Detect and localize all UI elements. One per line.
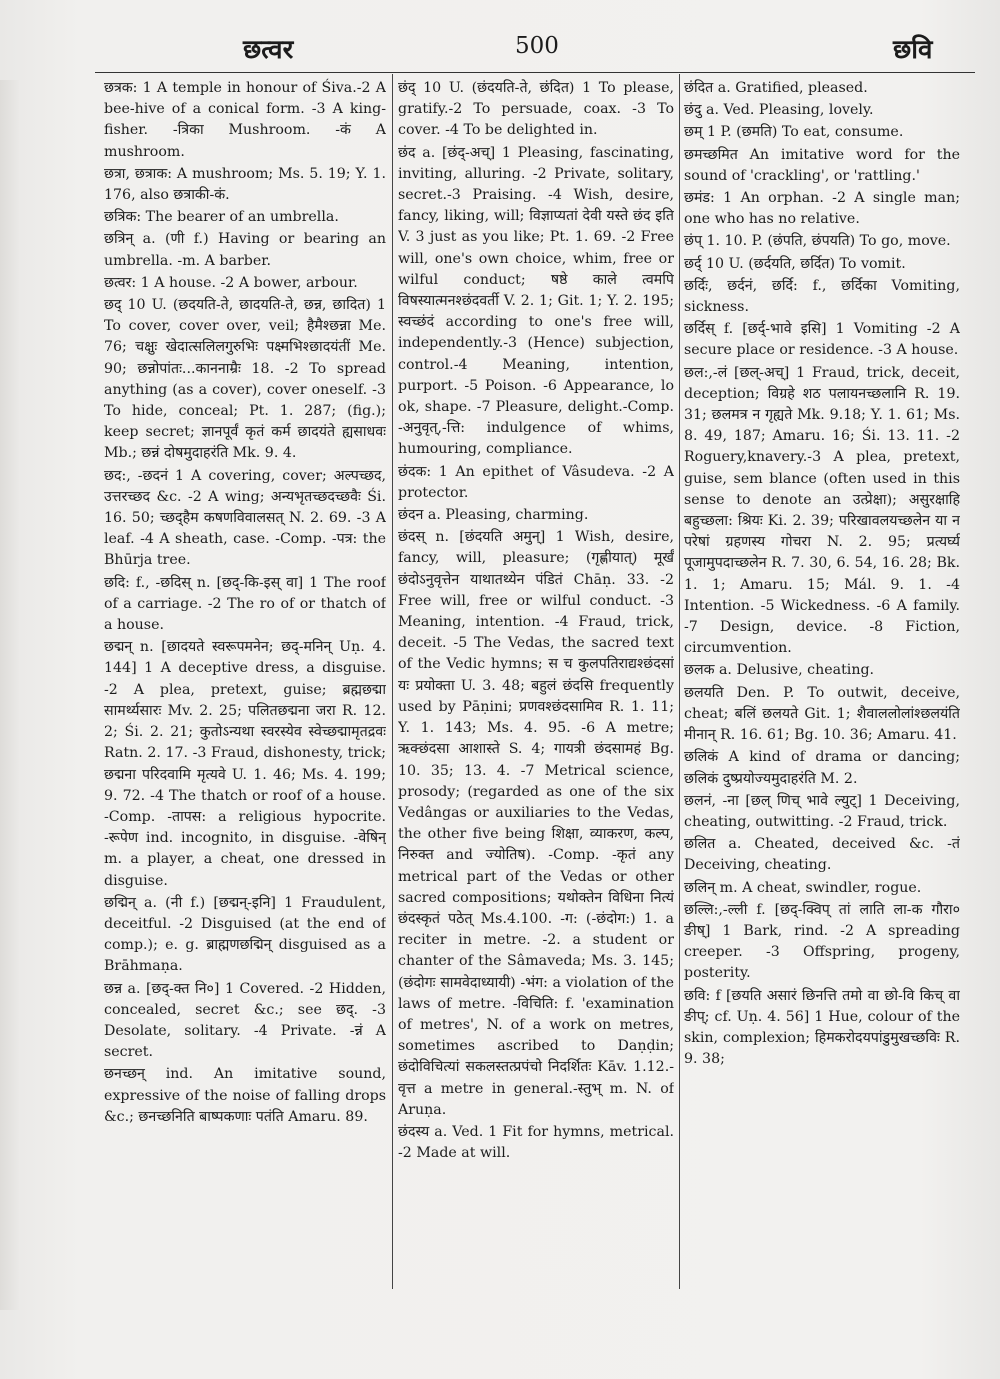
dictionary-entry: छर्दिः, छर्दनं, छर्दि: f., छर्दिका Vomiting, sickness.	[684, 277, 960, 316]
page-number: 500	[515, 33, 559, 59]
column-2	[398, 78, 674, 1278]
dictionary-entry: छत्रिक: The bearer of an umbrella.	[104, 209, 339, 226]
dictionary-entry: छत्रक: 1 A temple in honour of Śiva.-2 A bee-hive of a conical form. -3 A king-fisher. -त्रिका Mushroom. -कं A mushroom.	[104, 80, 386, 160]
dictionary-entry: छंद् 10 U. (छंदयति-ते, छंदित) 1 To please, gratify.-2 To persuade, coax. -3 To cover. -4 To be delighted in.	[398, 80, 674, 139]
dictionary-entry: छर्द् 10 U. (छर्दयति, छर्दित) To vomit.	[684, 255, 906, 272]
dictionary-entry: छलनं, -ना [छल् णिच् भावे ल्युट्] 1 Deceiving, cheating, outwitting. -2 Fraud, trick.	[684, 792, 960, 830]
column-divider	[392, 74, 393, 1289]
dictionary-entry: छंदस् n. [छंदयति अमुन्] 1 Wish, desire, fancy, will, pleasure; (गृह्णीयात्) मूर्खं छंदोऽनुवृत्तेन याथातथ्येन पंडितं Chāṇ. 33. -2 Free will, free or wilful conduct. -3 Meaning, intention. -4 Fraud, trick, deceit. -5 The Vedas, the sacred text of the Vedic hymns; स च कुलपतिराद्यश्छंदसां यः प्रयोक्ता U. 3. 48; बहुलं छंदसि frequently used by Pāṇini; प्रणवश्छंदसामिव R. 1. 11; Y. 1. 143; Ms. 4. 95. -6 A metre; ऋक्छंदसा आशास्ते S. 4; गायत्री छंदसामहं Bg. 10. 35; 13. 4. -7 Metrical science, prosody; (regarded as one of the six Vedângas or auxiliaries to the Vedas, the other five being शिक्षा, व्याकरण, कल्प, निरुक्त and ज्योतिष). -Comp. -कृतं any metrical part of the Vedas or other sacred compositions; यथोक्तेन विधिना नित्यं छंदस्कृतं पठेत् Ms.4.100. -ग: (-छंदोग:) 1. a reciter in metre. -2. a student or chanter of the Sâmaveda; Ms. 3. 145; (छंदोगः सामवेदाध्यायी) -भंग: a violation of the laws of metre. -विचिति: f. 'examination of metres', N. of a work on metres, sometimes ascribed to Daṇḍin; छंदोविचित्यां सकलस्तत्प्रपंचो निदर्शितः Kāv. 1.12.-वृत्त a metre in general.-स्तुभ् m. N. of Aruṇa.	[398, 529, 674, 1118]
dictionary-entry: छनच्छन् ind. An imitative sound, expressive of the noise of falling drops &c.; छनच्छनिति बाष्पकणाः पतंति Amaru. 89.	[104, 1066, 386, 1125]
dictionary-entry: छलिकं A kind of drama or dancing; छलिकं दुष्प्रयोज्यमुदाहरंति M. 2.	[684, 749, 960, 787]
dictionary-entry: छदि: f., -छदिस् n. [छद्-कि-इस् वा] 1 The roof of a carriage. -2 The ro of or thatch of a house.	[104, 574, 386, 634]
dictionary-entry: छवि: f [छयति असारं छिनत्ति तमो वा छो-वि किच् वा ङीप्; cf. Uṇ. 4. 56] 1 Hue, colour of the skin, complexion; हिमकरोदयपांडुमुखच्छविः R. 9. 38;	[684, 987, 960, 1068]
dictionary-entry: छद्मिन् a. (नी f.) [छद्मन्-इनि] 1 Fraudulent, deceitful. -2 Disguised (at the end of comp.); e. g. ब्राह्मणछद्मिन् disguised as a Brāhmaṇa.	[104, 894, 386, 975]
dictionary-entry: छंदक: 1 An epithet of Vâsudeva. -2 A protector.	[398, 463, 674, 501]
dictionary-entry: छमंड: 1 An orphan. -2 A single man; one who has no relative.	[684, 190, 960, 228]
header-rule	[95, 72, 975, 73]
dictionary-entry: छलित a. Cheated, deceived &c. -तं Deceiving, cheating.	[684, 836, 960, 874]
page-header	[95, 30, 940, 70]
dictionary-entry: छंप् 1. 10. P. (छंपति, छंपयति) To go, move.	[684, 233, 951, 250]
dictionary-entry: छन्न a. [छद्-क्त नि०] 1 Covered. -2 Hidden, concealed, secret &c.; see छद्. -3 Desolate, solitary. -4 Private. -न्नं A secret.	[104, 980, 386, 1061]
dictionary-entry: छलयति Den. P. To outwit, deceive, cheat; बलिं छलयते Git. 1; शैवाललोलांश्छलयंति मीनान् R. 16. 61; Bg. 10. 36; Amaru. 41.	[684, 684, 960, 744]
column-divider	[679, 74, 680, 1289]
dictionary-entry: छत्रा, छत्राक: A mushroom; Ms. 5. 19; Y. 1. 176, also छत्राकी-कं.	[104, 165, 386, 204]
column-1	[104, 78, 386, 1278]
dictionary-entry: छम् 1 P. (छमति) To eat, consume.	[684, 124, 904, 141]
dictionary-entry: छलक a. Delusive, cheating.	[684, 662, 875, 679]
dictionary-entry: छंदु a. Ved. Pleasing, lovely.	[684, 102, 874, 119]
dictionary-entry: छल्लि:,-ल्ली f. [छद्-क्विप् तां लाति ला-क गौरा० ङीष्] 1 Bark, rind. -2 A spreading creeper. -3 Offspring, progeny, posterity.	[684, 901, 960, 982]
dictionary-entry: छंद a. [छंद्-अच्] 1 Pleasing, fascinating, inviting, alluring. -2 Private, solitary, secret.-3 Praising. -4 Wish, desire, fancy, liking, will; विज्ञाप्यतां देवी यस्ते छंद इति V. 3 just as you like; Pt. 1. 69. -2 Free will, one's own choice, whim, free or wilful conduct; षष्ठे काले त्वमपि विषस्यात्मनश्छंदवर्ती V. 2. 1; Git. 1; Y. 2. 195; स्वच्छंदं according to one's free will, independently.-3 (Hence) subjection, control.-4 Meaning, intention, purport. -5 Poison. -6 Appearance, lo ok, shape. -7 Pleasure, delight.-Comp. -अनुवृत्,-त्ति: indulgence of whims, humouring, compliance.	[398, 144, 674, 458]
dictionary-entry: छद् 10 U. (छदयति-ते, छादयति-ते, छन्न, छादित) 1 To cover, cover over, veil; हैमैश्छन्ना Me. 76; चक्षुः खेदात्सलिलगुरुभिः पक्ष्मभिश्छादयंतीं Me. 90; छन्नोपांतः...काननाम्रैः 18. -2 To spread anything (as a cover), cover oneself. -3 To hide, conceal; Pt. 1. 287; (fig.); keep secret; ज्ञानपूर्वं कृतं कर्म छादयंते ह्यसाधवः Mb.; छन्नं दोषमुदाहरंति Mk. 9. 4.	[104, 297, 386, 462]
page-edge-shadow	[0, 80, 20, 1310]
dictionary-entry: छर्दिस् f. [छर्द्-भावे इसि] 1 Vomiting -2 A secure place or residence. -3 A house.	[684, 321, 960, 359]
right-running-headword: छवि	[893, 35, 933, 65]
dictionary-entry: छमच्छमित An imitative word for the sound of 'crackling', or 'rattling.'	[684, 146, 960, 184]
dictionary-entry: छंदित a. Gratified, pleased.	[684, 80, 868, 96]
left-running-headword: छत्वर	[243, 35, 294, 65]
dictionary-entry: छल:,-लं [छल्-अच्] 1 Fraud, trick, deceit, deception; विग्रहे शठ पलायनच्छलानि R. 19. 31; छलमत्र न गृह्यते Mk. 9.18; Y. 1. 61; Ms. 8. 49, 187; Amaru. 16; Śi. 13. 11. -2 Roguery,knavery.-3 A plea, pretext, guise, sem blance (often used in this sense to denote an उत्प्रेक्षा); असुरक्षाहि बहुच्छला: श्रियः Ki. 2. 39; परिखावलयच्छलेन या न परेषां ग्रहणस्य गोचरा N. 2. 95; प्रत्यर्घ्य पूजामुपदाच्छलेन R. 7. 30, 6. 54, 16. 28; Bk. 1. 1; Amaru. 15; Mál. 9. 1. -4 Intention. -5 Wickedness. -6 A family. -7 Design, device. -8 Fiction, circumvention.	[684, 364, 960, 657]
dictionary-entry: छत्वर: 1 A house. -2 A bower, arbour.	[104, 274, 358, 291]
dictionary-entry: छंदस्य a. Ved. 1 Fit for hymns, metrical. -2 Made at will.	[398, 1123, 674, 1162]
dictionary-entry: छद:, -छदनं 1 A covering, cover; अल्पच्छद, उत्तरच्छद &c. -2 A wing; अन्यभृतच्छदच्छवैः Śi. 16. 50; च्छद्हैम कषणविवालसत् N. 2. 69. -3 A leaf. -4 A sheath, case. -Comp. -पत्र: the Bhūrja tree.	[104, 467, 386, 569]
dictionary-entry: छद्मन् n. [छादयते स्वरूपमनेन; छद्-मनिन् Uṇ. 4. 144] 1 A deceptive dress, a disguise. -2 A plea, pretext, guise; ब्रह्मछद्मा सामर्थ्यसारः Mv. 2. 25; पलितछद्मना जरा R. 12. 2; Śi. 2. 21; कुतोऽन्यथा स्वरस्येव स्वेच्छद्मामृतद्रवः Ratn. 2. 17. -3 Fraud, dishonesty, trick; छद्मना परिदवामि मृत्यवे U. 1. 46; Ms. 4. 199; 9. 72. -4 The thatch or roof of a house. -Comp. -तापस: a religious hypocrite. -रूपेण ind. incognito, in disguise. -वेषिन् m. a player, a cheat, one dressed in disguise.	[104, 639, 386, 889]
dictionary-entry: छंदन a. Pleasing, charming.	[398, 507, 589, 524]
dictionary-entry: छलिन् m. A cheat, swindler, rogue.	[684, 879, 922, 896]
dictionary-entry: छत्रिन् a. (णी f.) Having or bearing an umbrella. -m. A barber.	[104, 231, 386, 269]
column-3	[684, 78, 960, 1278]
